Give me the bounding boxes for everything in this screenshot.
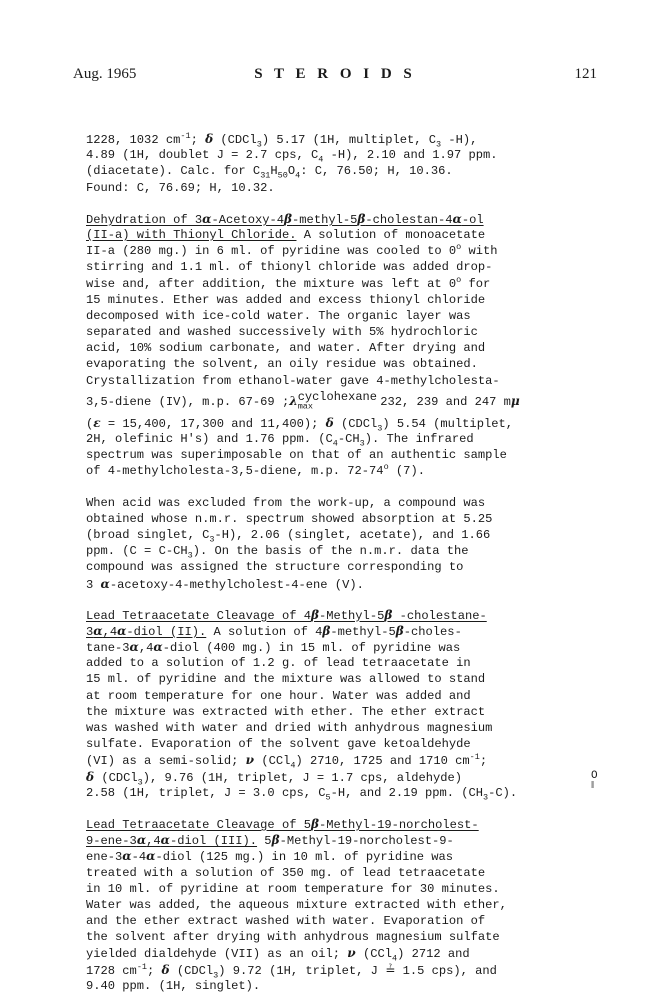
alpha-symbol: α [452,211,462,226]
text-line: yielded dialdehyde (VII) as an oil; ν (CCl$_4$) 2712 and [86,946,470,964]
text-line: 3α,4α-diol (II). A solution of 4β-methyl-5β-choles- [86,623,462,639]
section-heading-cont: (II-a) with Thionyl Chloride. [86,227,297,242]
text-line: 1728 $cm^{-1}$; δ (CDCl$_3$) 9.72 (1H, triplet, J ≟ 1.5 cps), and [86,961,497,981]
delta-symbol: δ [325,415,334,430]
text-line: treated with a solution of 350 mg. of lead tetraacetate [86,865,486,880]
running-header [73,66,597,88]
text-line: separated and washed successively with 5% hydrochloric [86,325,478,340]
delta-symbol: δ [86,769,95,784]
alpha-symbol: α [146,849,156,864]
mu-symbol: μ [510,393,520,408]
section-heading: Lead Tetraacetate Cleavage of 4β-Methyl-5β -cholestane- [86,607,487,623]
beta-symbol: β [395,623,404,638]
text-line: wise and, after addition, the mixture was left at 0$^o$ for [86,274,491,291]
text-line: (diacetate). Calc. for $C_{31}H_{50}O_4$: C, 76.50; H, 10.36. [86,164,453,181]
beta-symbol: β [310,607,320,622]
text-line: 2H, olefinic H's) and 1.76 ppm. $(C_4-CH_3)$. The infrared [86,432,474,449]
alpha-symbol: α [160,833,170,848]
text-line: of 4-methylcholesta-3,5-diene, m.p. 72-74$^o$ (7). [86,462,425,479]
solvent-label: cyclohexane [297,389,377,404]
alpha-symbol: α [100,576,110,591]
text-line: ppm. $(C = C-CH_3)$. On the basis of the n.m.r. data the [86,544,469,561]
section-heading: Dehydration of 3α-Acetoxy-4β-methyl-5β-cholestan-4α-ol [86,211,484,227]
text-line: Found: C, 76.69; H, 10.32. [86,180,275,195]
paragraph-acid-excluded [86,495,606,592]
text-line: When acid was excluded from the work-up, a compound was [86,495,486,510]
lambda-symbol: λ [289,393,298,408]
beta-symbol: β [271,833,280,848]
text-line: ene-3α-4α-diol (125 mg.) in 10 ml. of pyridine was [86,849,453,865]
text-line: the mixture was extracted with ether. The ether extract [86,704,486,719]
section-cleavage-ii [86,607,606,801]
text-line: Crystallization from ethanol-water gave 4-methylcholesta- [86,373,500,388]
delta-symbol: δ [205,132,214,146]
text-line: (VI) as a semi-solid; ν (CCl$_4$) 2710, 1725 and 1710 $cm^{-1}$; [86,752,488,771]
text-line: acid, 10% sodium carbonate, and water. After drying and [86,341,486,356]
text-line: 15 minutes. Ether was added and excess thionyl chloride [86,292,486,307]
text-line: 15 ml. of pyridine and the mixture was allowed to stand [86,672,486,687]
issue-date: Aug. 1965 [73,66,137,82]
text-line: was washed with water and dried with anhydrous magnesium [86,721,493,735]
alpha-symbol: α [117,623,127,638]
text-line: δ (CDCl$_3$), 9.76 (1H, triplet, J = 1.7 cps, aldehyde) O ‖ [86,769,598,792]
nu-symbol: ν [347,946,356,961]
journal-name: S T E R O I D S [254,66,416,82]
section-heading-cont: 9-ene-3α,4α-diol (III). [86,833,258,849]
text-line: in 10 ml. of pyridine at room temperature for 30 minutes. [86,881,500,896]
section-heading-cont: 3α,4α-diol (II). [86,623,207,639]
text-line: and the ether extract washed with water. Evaporation of [86,914,486,929]
text-line: (broad singlet, $C_3-H$), 2.06 (singlet, acetate), and 1.66 [86,527,491,545]
text-line: decomposed with ice-cold water. The organic layer was [86,308,471,323]
beta-symbol: β [357,211,366,226]
text-line: (II-a) with Thionyl Chloride. A solution of monoacetate [86,227,486,242]
section-cleavage-iii [86,816,606,994]
alpha-symbol: α [202,211,212,226]
delta-symbol: δ [161,962,170,977]
text-line: added to a solution of 1.2 g. of lead tetraacetate in [86,656,471,671]
text-line: sulfate. Evaporation of the solvent gave ketoaldehyde [86,737,471,752]
text-line: 1228, 1032 $cm^{-1}$; δ (CDCl$_3$) 5.17 (1H, multiplet, $C_3$ -H), [86,130,478,150]
alpha-symbol: α [136,833,147,848]
nu-symbol: ν [245,753,255,768]
approx-equal-symbol: ≟ [385,962,396,977]
page-number: 121 [574,66,597,82]
alpha-symbol: α [153,640,163,655]
carbonyl-mark: O ‖ [591,769,598,792]
page-body [86,131,606,994]
text-line: stirring and 1.1 ml. of thionyl chloride was added drop- [86,260,493,275]
text-line: II-a (280 mg.) in 6 ml. of pyridine was cooled to 0$^o$ with [86,242,498,259]
text-line: obtained whose n.m.r. spectrum showed absorption at 5.25 [86,511,493,526]
text-line: evaporating the solvent, an oily residue was obtained. [86,357,478,372]
beta-symbol: β [284,211,293,226]
text-line: the solvent after drying with anhydrous magnesium sulfate [86,930,500,945]
text-line: spectrum was superimposable on that of an authentic sample [86,448,507,463]
alpha-symbol: α [122,849,132,864]
text-line: (ε = 15,400, 17,300 and 11,400); δ (CDCl$_3$) 5.54 (multiplet, [86,415,513,434]
text-line: compound was assigned the structure corresponding to [86,560,464,575]
text-line: 9-ene-3α,4α-diol (III). 5β-Methyl-19-norcholest-9- [86,833,454,849]
section-heading: Lead Tetraacetate Cleavage of 5β-Methyl-19-norcholest- [86,816,479,832]
epsilon-symbol: ε [93,415,101,430]
section-dehydration [86,211,606,480]
alpha-symbol: α [129,640,139,655]
beta-symbol: β [322,623,331,638]
text-line: 3,5-diene (IV), m.p. 67-69 ;λ cyclohexane $_{max}$ 232, 239 and 247 mμ [86,389,520,412]
alpha-symbol: α [93,623,103,638]
text-line: 9.40 ppm. (1H, singlet). [86,978,261,993]
text-line: Water was added, the aqueous mixture extracted with ether, [86,897,507,912]
beta-symbol: β [384,607,393,622]
paragraph-continuation [86,131,606,196]
text-line: 3 α-acetoxy-4-methylcholest-4-ene (V). [86,576,364,592]
text-line: 4.89 (1H, doublet J = 2.7 cps, $C_4$ -H), 2.10 and 1.97 ppm. [86,148,498,165]
text-line: at room temperature for one hour. Water was added and [86,688,471,703]
text-line: 2.58 (1H, triplet, J = 3.0 cps, $C_5-H$, and 2.19 ppm. $(CH_3-C)$. [86,785,518,803]
text-line: tane-3α,4α-diol (400 mg.) in 15 ml. of pyridine was [86,640,461,656]
beta-symbol: β [310,816,320,831]
